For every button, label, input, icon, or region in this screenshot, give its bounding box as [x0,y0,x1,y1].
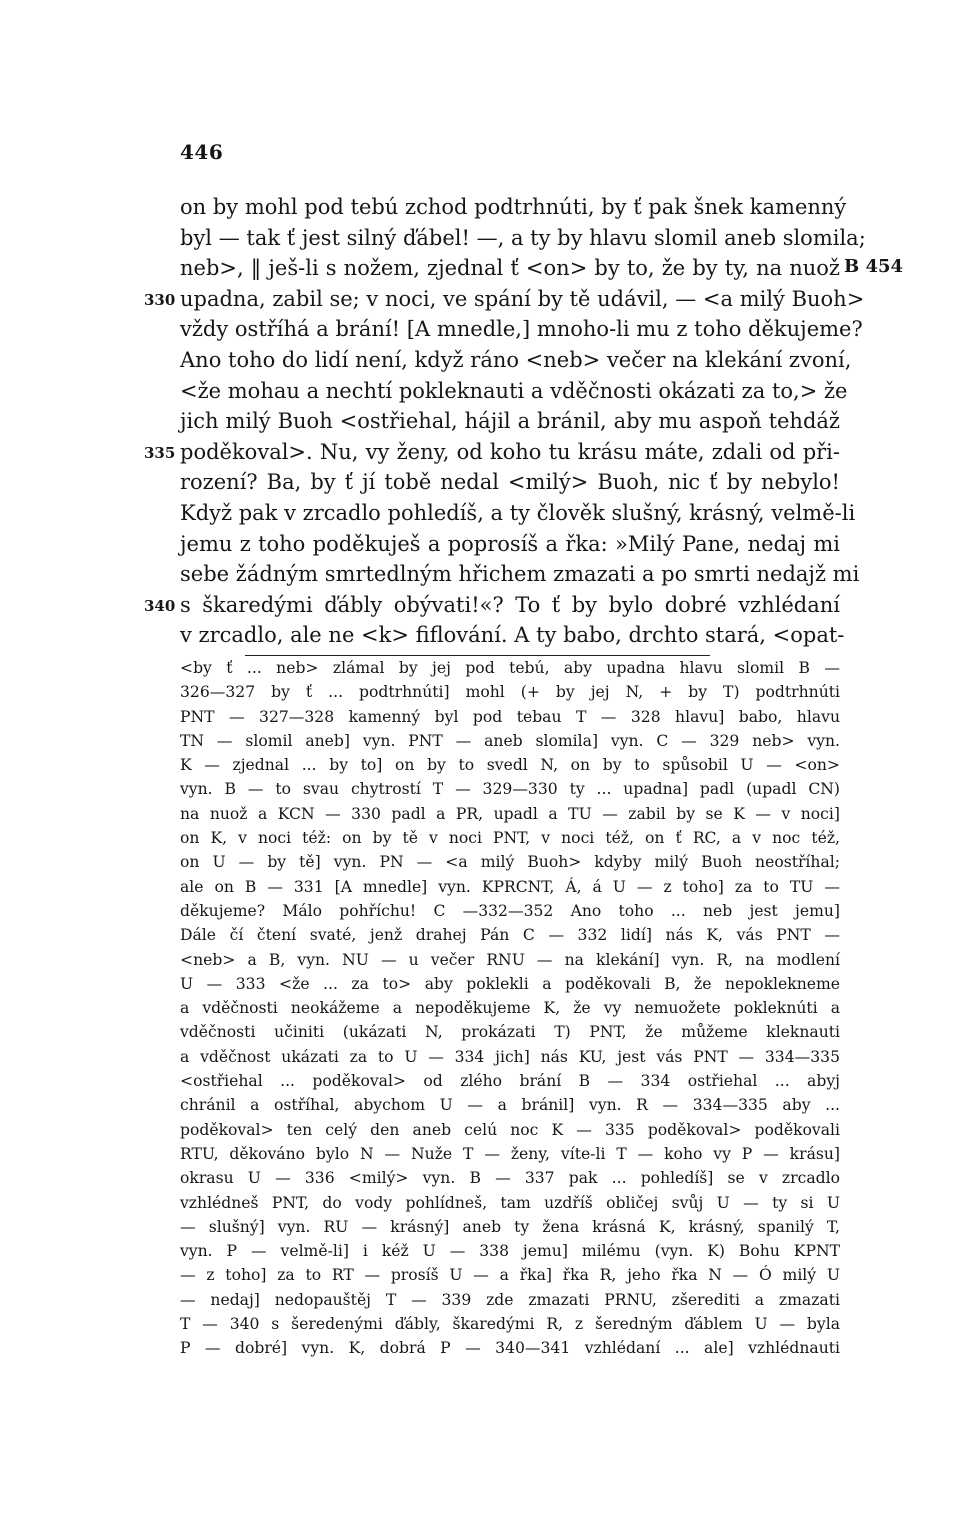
text-line [180,529,840,560]
text-line [180,559,860,590]
note-line: PNT — 327—328 kamenný byl pod tebau T — 328 hlavu] babo, hlavu [180,707,840,726]
note-line: U — 333 <že ... za to> aby poklekli a poděkovali B, že nepoklekneme [180,974,840,993]
note-line: <by ť ... neb> zlámal by jej pod tebú, aby upadna hlavu slomil B — [180,659,840,677]
line-number: 335 [144,443,176,462]
line-text: byl — tak ť jest silný ďábel! —, a ty by hlavu slomil aneb slomila; [180,225,866,250]
line-text: <že mohau a nechtí pokleknauti a vděčnosti okázati za to,> že [180,378,848,403]
note-line: on U — by tě] vyn. PN — <a milý Buoh> kdyby milý Buoh neostříhal; [180,853,840,872]
note-line: <ostřiehal ... poděkoval> od zlého brání B — 334 ostřiehal ... abyj [180,1072,840,1091]
margin-reference: B 454 [844,256,904,277]
line-number: 340 [144,596,176,615]
note-line: ale on B — 331 [A mnedle] vyn. KPRCNT, Á, á U — z toho] za to TU — [180,877,840,896]
line-text: s škaredými ďábly obývati!«? To ť by bylo dobré vzhlédaní [180,592,840,617]
note-line: poděkoval> ten celý den aneb celú noc K — 335 poděkoval> poděkovali [180,1120,840,1139]
line-text: poděkoval>. Nu, vy ženy, od koho tu krásu máte, zdali od při- [180,439,840,464]
line-text: jemu z toho poděkuješ a poprosíš a řka: »Milý Pane, nedaj mi [180,531,840,556]
text-line [144,437,840,468]
note-line: — z toho] za to RT — prosíš U — a řka] řka R, jeho řka N — Ó milý U [180,1266,840,1285]
text-line [144,284,865,315]
line-number: 330 [144,290,176,309]
apparatus-notes [180,656,840,1361]
note-line: okrasu U — 336 <milý> vyn. B — 337 pak ... pohledíš] se v zrcadlo [180,1169,840,1188]
line-text: v zrcadlo, ale ne <k> fiflování. A ty babo, drchto stará, <opat- [180,623,845,648]
text-line [180,223,866,254]
note-line: a vděčnost ukázati za to U — 334 jich] nás KU, jest vás PNT — 334—335 [180,1047,840,1066]
note-line: P — dobré] vyn. K, dobrá P — 340—341 vzhlédaní ... ale] vzhlédnauti [180,1339,840,1358]
note-line: Dále čí čtení svaté, jenž drahej Pán C — 332 lidí] nás K, vás PNT — [180,926,840,945]
line-text: Když pak v zrcadlo pohledíš, a ty člověk slušný, krásný, velmě-li [180,500,856,525]
text-line [180,406,840,437]
note-line: vyn. P — velmě-li] i kéž U — 338 jemu] milému (vyn. K) Bohu KPNT [180,1242,840,1261]
text-line [180,345,852,376]
note-line: RTU, děkováno bylo N — Nuže T — ženy, víte-li T — koho vy P — krásu] [180,1144,840,1163]
note-line: 326—327 by ť ... podtrhnúti] mohl (+ by jej N, + by T) podtrhnúti [180,683,840,702]
note-line: on K, v noci též: on by tě v noci PNT, v noci též, on ť RC, a v noc též, [180,829,840,848]
note-line: vyn. B — to svau chytrostí T — 329—330 ty ... upadna] padl (upadl CN) [180,780,840,799]
line-text: vždy ostříhá a brání! [A mnedle,] mnoho-li mu z toho děkujeme? [180,317,863,342]
text-line [180,253,840,284]
note-line: — nedaj] nedopauštěj T — 339 zde zmazati PRNU, zšerediti a zmazati [180,1290,840,1309]
note-line: T — 340 s šeredenými ďábly, škaredými R, z šeredným ďáblem U — byla [180,1315,840,1334]
line-text: jich milý Buoh <ostřiehal, hájil a bránil, aby mu aspoň tehdáž [180,409,840,434]
line-text: Ano toho do lidí není, když ráno <neb> večer na klekání zvoní, [180,347,852,372]
line-text: sebe žádným smrtedlným hřichem zmazati a po smrti nedajž mi [180,562,860,587]
note-line: chránil a ostříhal, abychom U — a bránil] vyn. R — 334—335 aby ... [180,1096,840,1115]
note-line: vděčnosti učiniti (ukázati N, prokázati T) PNT, že můžeme kleknauti [180,1023,840,1042]
page-number: 446 [180,140,224,164]
note-line: — slušný] vyn. RU — krásný] aneb ty žena krásná K, krásný, spanilý T, [180,1217,840,1236]
note-line: K — zjednal ... by to] on by to svedl N, on by to spůsobil U — <on> [180,756,840,775]
text-line [180,376,848,407]
note-line: <neb> a B, vyn. NU — u večer RNU — na klekání] vyn. R, na modlení [180,950,840,969]
line-text: rození? Ba, by ť jí tobě nedal <milý> Buoh, nic ť by nebylo! [180,470,840,495]
note-line: děkujeme? Málo pohříchu! C —332—352 Ano toho ... neb jest jemu] [180,901,840,920]
note-line: na nuož a KCN — 330 padl a PR, upadl a TU — zabil by se K — v noci] [180,804,840,823]
text-line [144,590,840,621]
text-line [180,192,847,223]
text-line [180,467,840,498]
line-text: upadna, zabil se; v noci, ve spání by tě udávil, — <a milý Buoh> [180,286,865,311]
text-line [180,620,845,651]
note-line: TN — slomil aneb] vyn. PNT — aneb slomila] vyn. C — 329 neb> vyn. [180,731,840,750]
note-line: a vděčnosti neokážeme a nepoděkujeme K, že vy nemuožete pokleknúti a [180,999,840,1018]
note-line: vzhlédneš PNT, do vody pohlídneš, tam uzdříš obličej svůj U — ty si U [180,1193,840,1212]
text-line [180,314,863,345]
main-text [144,192,866,651]
line-text: neb>, ‖ ješ-li s nožem, zjednal ť <on> by to, že by ty, na nuož [180,256,840,281]
line-text: on by mohl pod tebú zchod podtrhnúti, by ť pak šnek kamenný [180,195,847,219]
text-line [180,498,856,529]
